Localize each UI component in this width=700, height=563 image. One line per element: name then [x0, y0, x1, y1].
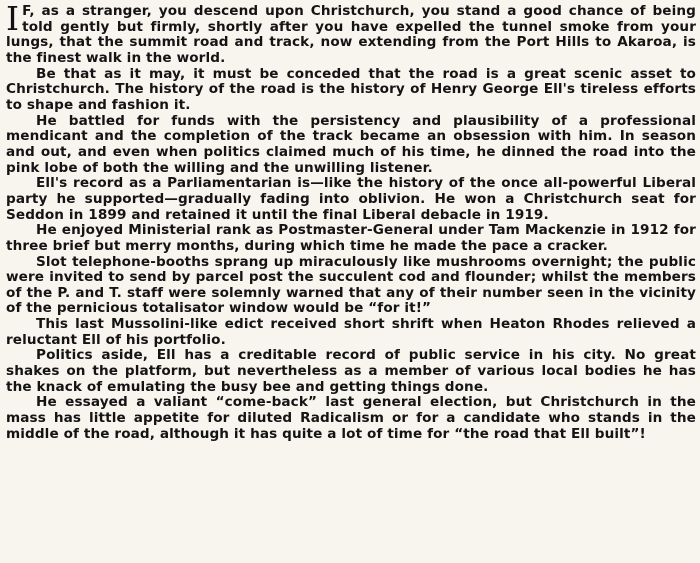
paragraph-text: F, as a stranger, you descend upon Christchurch, you stand a good chance of being told gently but firmly, shortly after you have expelled the tunnel smoke from your lungs, that the summit road and track, now extending from the Port Hills to Akaroa, is the finest walk in the world.	[6, 3, 696, 66]
article-paragraph-1	[6, 0, 696, 67]
article-paragraph-2: Be that as it may, it must be conceded that the road is a great scenic asset to Christchurch. The history of the road is the history of Henry George Ell's tireless efforts to shape and fashion it.	[6, 65, 696, 113]
article-paragraph-4: Ell's record as a Parliamentarian is—like the history of the once all-powerful Liberal party he supported—gradually fading into oblivion. He won a Christchurch seat for Seddon in 1899 and retained it until the final Liberal debacle in 1919.	[6, 175, 696, 223]
article-body	[6, 0, 696, 442]
drop-cap: I	[6, 0, 20, 38]
article-paragraph-9: He essayed a valiant “come-back” last general election, but Christchurch in the mass has little appetite for diluted Radicalism or for a candidate who stands in the middle of the road, although it has quite a lot of time for “the road that Ell built”!	[6, 394, 696, 442]
article-paragraph-5: He enjoyed Ministerial rank as Postmaster-General under Tam Mackenzie in 1912 for three brief but merry months, during which time he made the pace a cracker.	[6, 222, 696, 254]
article-paragraph-6: Slot telephone-booths sprang up miraculously like mushrooms overnight; the public were invited to send by parcel post the succulent cod and flounder; whilst the members of the P. and T. staff were solemnly warned that any of their number seen in the vicinity of the pernicious totalisator window would be “for it!”	[6, 253, 696, 317]
article-paragraph-3: He battled for funds with the persistency and plausibility of a professional mendicant and the completion of the track became an obsession with him. In season and out, and even when politics claimed much of his time, he dinned the road into the pink lobe of both the willing and the unwilling listener.	[6, 112, 696, 176]
article-paragraph-7: This last Mussolini-like edict received short shrift when Heaton Rhodes relieved a reluctant Ell of his portfolio.	[6, 316, 696, 348]
article-paragraph-8: Politics aside, Ell has a creditable record of public service in his city. No great shakes on the platform, but nevertheless as a member of various local bodies he has the knack of emulating the busy bee and getting things done.	[6, 347, 696, 395]
